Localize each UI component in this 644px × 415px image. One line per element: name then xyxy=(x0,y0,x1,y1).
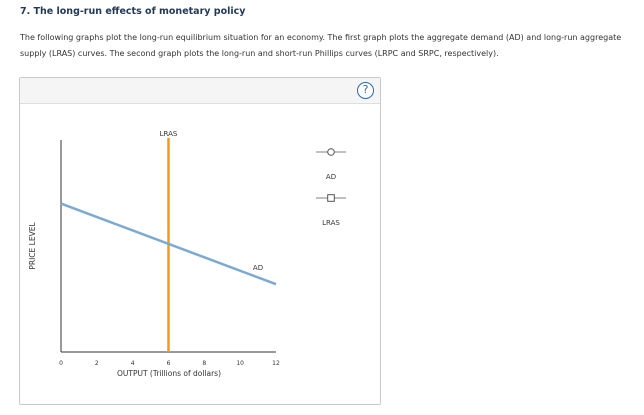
legend-label: AD xyxy=(325,173,337,181)
question-circle-icon: ? xyxy=(362,83,369,96)
x-tick-label-0: 0 xyxy=(59,360,63,367)
legend-item-ad[interactable] xyxy=(316,149,346,181)
lras-curve-label: LRAS xyxy=(159,129,178,138)
series-layer xyxy=(61,130,276,352)
legend xyxy=(316,149,346,227)
legend-item-lras[interactable] xyxy=(316,195,346,227)
x-tick-label-8: 8 xyxy=(202,360,207,367)
x-tick-label-6: 6 xyxy=(166,360,171,367)
ad-curve-label: AD xyxy=(252,264,264,273)
ad-lras-graph xyxy=(20,78,382,406)
y-axis-label: PRICE LEVEL xyxy=(28,222,37,270)
x-axis-label: OUTPUT (Trillions of dollars) xyxy=(116,369,222,378)
graph-panel xyxy=(19,77,381,405)
square-marker-icon xyxy=(328,195,335,202)
question-intro: The following graphs plot the long-run equilibrium situation for an economy. The first graph plots the aggregate demand (AD) and long-run aggregate supply (LRAS) curves. The second graph plots the long-run and short-run Phillips curves (LRPC and SRPC, respectively). xyxy=(20,33,622,58)
x-tick-labels xyxy=(59,360,280,367)
x-tick-label-2: 2 xyxy=(94,360,99,367)
question-title: 7. The long-run effects of monetary policy xyxy=(20,6,246,17)
circle-marker-icon xyxy=(328,149,335,156)
x-tick-label-4: 4 xyxy=(130,360,135,367)
legend-label: LRAS xyxy=(322,219,340,227)
x-tick-label-12: 12 xyxy=(272,360,280,367)
x-tick-label-10: 10 xyxy=(236,360,244,367)
